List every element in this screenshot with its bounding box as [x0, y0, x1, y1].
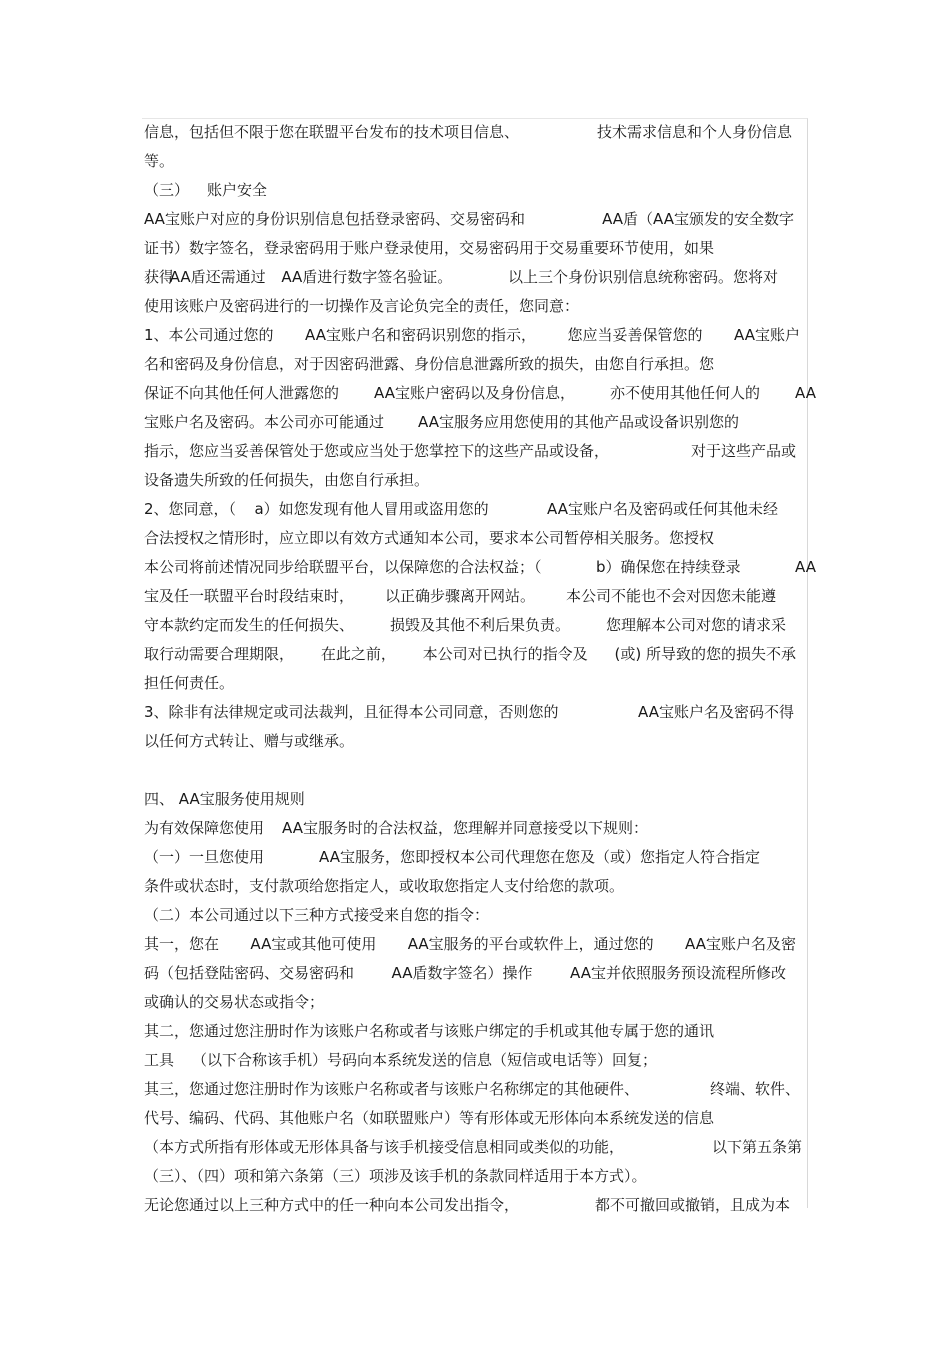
- text-line: [144, 234, 816, 263]
- text-line: [144, 1104, 816, 1133]
- text-segment: 在此之前，: [320, 645, 396, 663]
- text-segment: 技术需求信息和个人身份信息: [596, 123, 792, 141]
- text-line: [144, 524, 816, 553]
- text-segment: AA宝账户名及密: [685, 935, 796, 953]
- text-segment: 损毁及其他不利后果负责。: [389, 616, 570, 634]
- text-segment: 其三，您通过您注册时作为该账户名称或者与该账户名称绑定的其他硬件、: [144, 1080, 640, 1098]
- text-line: [144, 1046, 816, 1075]
- text-segment: 信息，包括但不限于您在联盟平台发布的技术项目信息、: [144, 123, 520, 141]
- text-line: [144, 1133, 816, 1162]
- text-segment: a）如您发现有他人冒用或盗用您的: [254, 500, 489, 518]
- text-segment: 使用该账户及密码进行的一切操作及言论负完全的责任，您同意：: [144, 297, 580, 315]
- text-line: [144, 379, 816, 408]
- text-line: [144, 437, 816, 466]
- text-segment: 获得: [144, 268, 175, 286]
- text-segment: 以上三个身份识别信息统称密码。您将对: [507, 268, 778, 286]
- text-segment: 其一，您在: [144, 935, 220, 953]
- text-line: [144, 466, 816, 495]
- text-line: [144, 611, 816, 640]
- text-line: [144, 321, 816, 350]
- text-segment: 都不可撤回或撤销，且成为本: [594, 1196, 790, 1214]
- text-segment: 以任何方式转让、赠与或继承。: [144, 732, 355, 750]
- text-segment: AA宝账户名和密码识别您的指示，: [305, 326, 536, 344]
- text-segment: AA宝账户密码以及身份信息，: [374, 384, 575, 402]
- text-segment: （三）: [144, 181, 190, 199]
- text-segment: 等。: [144, 152, 175, 170]
- text-segment: AA宝账户名及密码不得: [638, 703, 794, 721]
- text-segment: （二）本公司通过以下三种方式接受来自您的指令：: [144, 906, 490, 924]
- text-segment: 码（包括登陆密码、交易密码和: [144, 964, 355, 982]
- text-segment: AA宝服务，您即授权本公司代理您在您及（或）您指定人符合指定: [319, 848, 760, 866]
- text-segment: 以正确步骤离开网站。: [384, 587, 535, 605]
- text-segment: 为有效保障您使用: [144, 819, 265, 837]
- text-line: [144, 1191, 816, 1220]
- text-segment: 合法授权之情形时，应立即以有效方式通知本公司，要求本公司暂停相关服务。您授权: [144, 529, 715, 547]
- text-segment: 终端、软件、: [709, 1080, 800, 1098]
- text-segment: AA宝并依照服务预设流程所修改: [570, 964, 786, 982]
- text-segment: 对于这些产品或: [690, 442, 796, 460]
- text-line: [144, 814, 816, 843]
- text-segment: 保证不向其他任何人泄露您的: [144, 384, 340, 402]
- text-line: [144, 118, 816, 147]
- text-segment: 代号、编码、代码、其他账户名（如联盟账户）等有形体或无形体向本系统发送的信息: [144, 1109, 715, 1127]
- text-segment: AA宝账户名及密码或任何其他未经: [547, 500, 778, 518]
- text-segment: AA宝账户: [734, 326, 800, 344]
- text-segment: AA: [795, 384, 816, 402]
- text-line: [144, 147, 816, 176]
- text-segment: 您应当妥善保管您的: [567, 326, 703, 344]
- text-line: [144, 698, 816, 727]
- text-segment: 名和密码及身份信息，对于因密码泄露、身份信息泄露所致的损失，由您自行承担。您: [144, 355, 715, 373]
- text-line: [144, 350, 816, 379]
- text-segment: 以下第五条第: [711, 1138, 802, 1156]
- text-line: [144, 872, 816, 901]
- text-segment: 本公司不能也不会对因您未能遵: [565, 587, 776, 605]
- text-segment: 其二，您通过您注册时作为该账户名称或者与该账户绑定的手机或其他专属于您的通讯: [144, 1022, 715, 1040]
- text-segment: 守本款约定而发生的任何损失、: [144, 616, 355, 634]
- text-line: [144, 843, 816, 872]
- text-line: [144, 292, 816, 321]
- text-segment: 宝账户名及密码。本公司亦可能通过: [144, 413, 385, 431]
- text-segment: 工具: [144, 1051, 175, 1069]
- text-segment: (或) 所导致的您的损失不承: [614, 645, 796, 663]
- text-line: [144, 640, 816, 669]
- text-segment: 账户安全: [207, 181, 268, 199]
- text-segment: 本公司将前述情况同步给联盟平台，以保障您的合法权益；（: [144, 558, 542, 576]
- text-segment: （以下合称该手机）号码向本系统发送的信息（短信或电话等）回复；: [192, 1051, 658, 1069]
- text-line: [144, 727, 816, 756]
- text-line: [144, 408, 816, 437]
- text-segment: 证书）数字签名，登录密码用于账户登录使用，交易密码用于交易重要环节使用，如果: [144, 239, 715, 257]
- text-segment: 您理解本公司对您的请求采: [605, 616, 786, 634]
- text-segment: （三）、（四）项和第六条第（三）项涉及该手机的条款同样适用于本方式）。: [144, 1167, 647, 1185]
- text-segment: 亦不使用其他任何人的: [610, 384, 761, 402]
- text-line: [144, 930, 816, 959]
- text-segment: AA宝服务应用您使用的其他产品或设备识别您的: [418, 413, 739, 431]
- text-line: [144, 553, 816, 582]
- text-line: [144, 901, 816, 930]
- text-segment: 本公司对已执行的指令及: [422, 645, 588, 663]
- text-segment: 1、本公司通过您的: [144, 326, 274, 344]
- text-line: [144, 1075, 816, 1104]
- section-heading: [144, 785, 816, 814]
- text-segment: 无论您通过以上三种方式中的任一种向本公司发出指令，: [144, 1196, 520, 1214]
- text-segment: 3、除非有法律规定或司法裁判，且征得本公司同意，否则您的: [144, 703, 559, 721]
- text-segment: AA盾数字签名）操作: [391, 964, 533, 982]
- text-segment: 担任何责任。: [144, 674, 235, 692]
- text-segment: AA宝账户对应的身份识别信息包括登录密码、交易密码和: [144, 210, 525, 228]
- text-segment: AA宝或其他可使用: [250, 935, 377, 953]
- text-segment: 取行动需要合理期限，: [144, 645, 295, 663]
- text-segment: 指示，您应当妥善保管处于您或应当处于您掌控下的这些产品或设备，: [144, 442, 610, 460]
- text-line: [144, 1017, 816, 1046]
- text-segment: （一）一旦您使用: [144, 848, 265, 866]
- text-segment: b）确保您在持续登录: [596, 558, 741, 576]
- text-segment: 宝及任一联盟平台时段结束时，: [144, 587, 355, 605]
- text-segment: AA盾进行数字签名验证。: [281, 268, 453, 286]
- text-line: [144, 263, 816, 292]
- text-line: [144, 1162, 816, 1191]
- text-segment: 四、 AA宝服务使用规则: [144, 790, 305, 808]
- text-segment: AA盾还需通过: [169, 268, 266, 286]
- text-segment: 或确认的交易状态或指令；: [144, 993, 325, 1011]
- section-heading: [144, 176, 816, 205]
- text-segment: 条件或状态时，支付款项给您指定人，或收取您指定人支付给您的款项。: [144, 877, 625, 895]
- text-segment: （本方式所指有形体或无形体具备与该手机接受信息相同或类似的功能，: [144, 1138, 625, 1156]
- text-segment: 设备遗失所致的任何损失，由您自行承担。: [144, 471, 430, 489]
- text-segment: AA: [795, 558, 816, 576]
- text-line: [144, 582, 816, 611]
- text-line: [144, 495, 816, 524]
- text-line: [144, 988, 816, 1017]
- text-line: [144, 669, 816, 698]
- text-line: [144, 205, 816, 234]
- text-segment: 2、您同意，（: [144, 500, 237, 518]
- text-line: [144, 959, 816, 988]
- text-segment: AA宝服务的平台或软件上，通过您的: [407, 935, 654, 953]
- text-segment: AA盾（AA宝颁发的安全数字: [602, 210, 794, 228]
- text-segment: AA宝服务时的合法权益，您理解并同意接受以下规则：: [282, 819, 648, 837]
- document-body: [144, 118, 816, 1220]
